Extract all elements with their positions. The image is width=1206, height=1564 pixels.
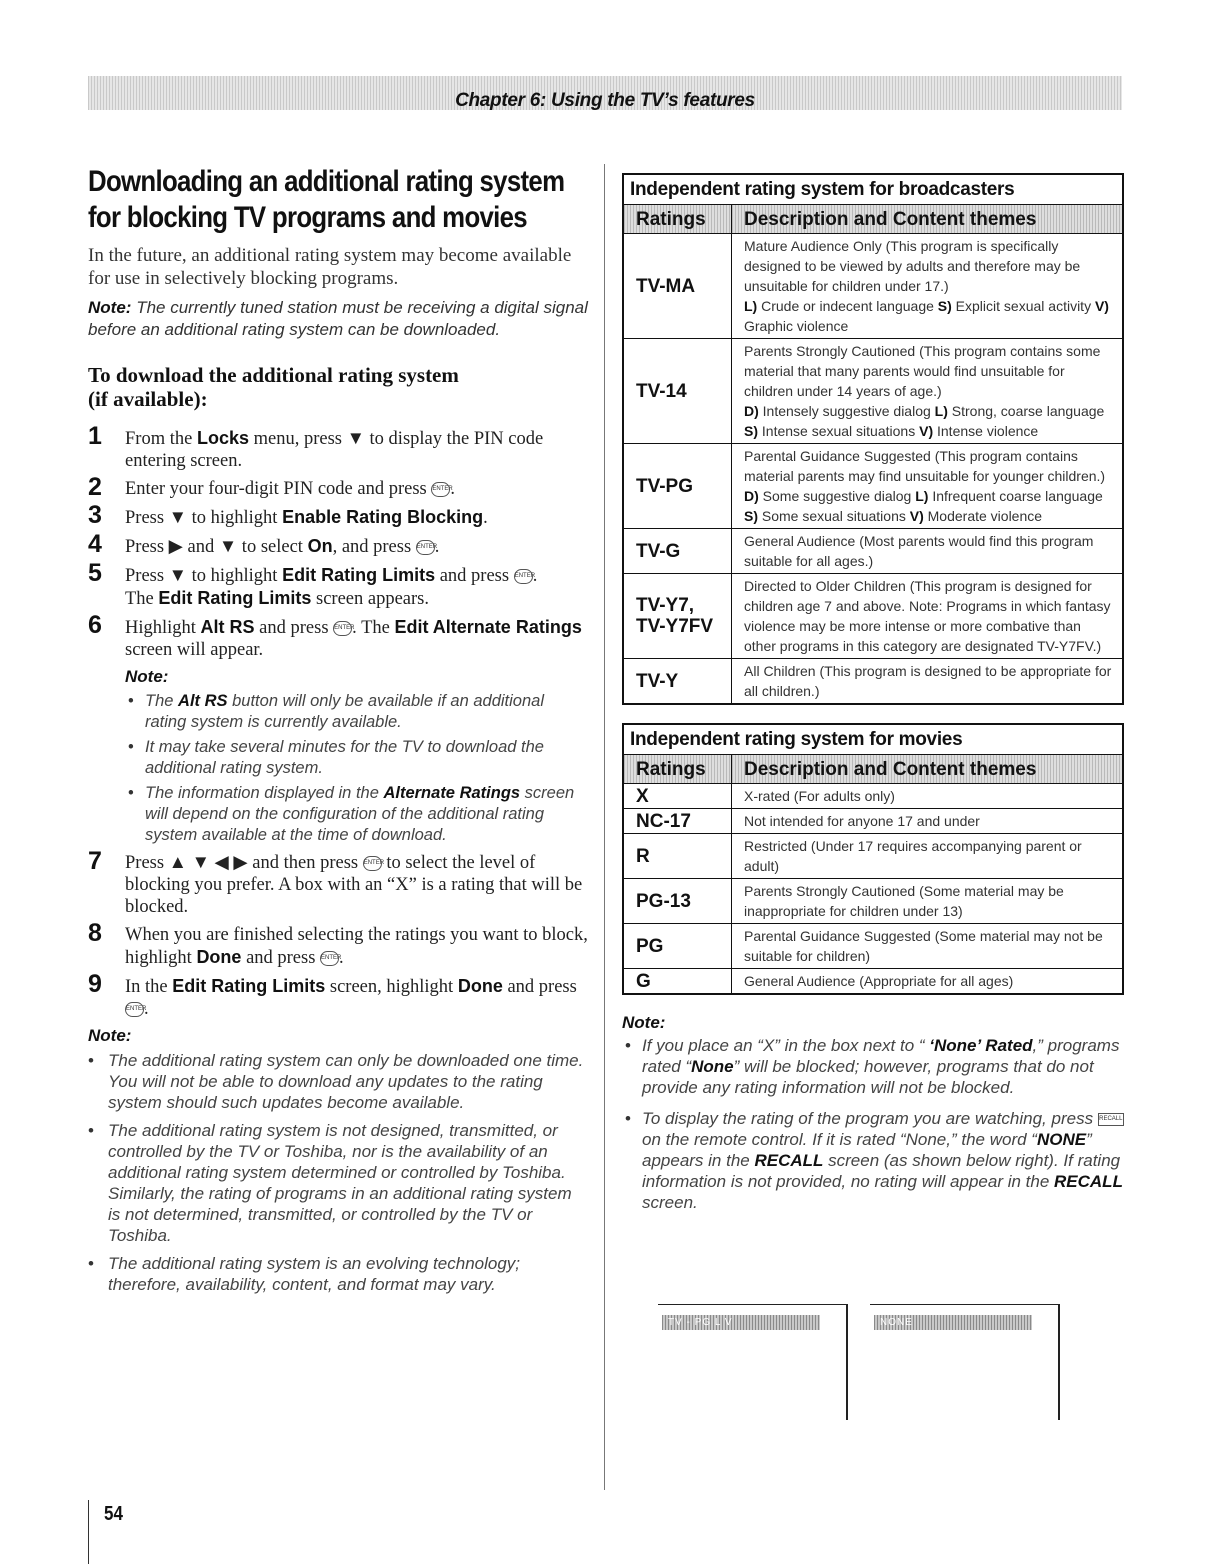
procedure-heading: To download the additional rating system (if available): bbox=[88, 363, 459, 411]
rating-code: TV-Y7, TV-Y7FV bbox=[624, 574, 732, 658]
page-number: 54 bbox=[104, 1503, 123, 1525]
enter-button-icon: ENTER bbox=[363, 856, 382, 871]
table-row bbox=[624, 808, 1122, 833]
rating-code: G bbox=[624, 969, 732, 993]
rating-code: PG bbox=[624, 924, 732, 968]
note-bullet: • The additional rating system is an evolving technology; therefore, availability, content, and format may vary. bbox=[88, 1253, 588, 1295]
rating-description: Parents Strongly Cautioned (Some material may be inappropriate for children under 13) bbox=[744, 883, 1064, 919]
table-row bbox=[624, 528, 1122, 573]
chapter-title: Chapter 6: Using the TV’s features bbox=[455, 90, 755, 111]
table-row bbox=[624, 658, 1122, 703]
rating-description: Parents Strongly Cautioned (This program contains some material that many parents would find unsuitable for children under 14 years of age.) D) Intensely suggestive dialog L) Strong, coarse language S) Intense sexual situations V) Intense violence bbox=[744, 343, 1105, 439]
rating-code: R bbox=[624, 834, 732, 878]
step-1: 1 From the Locks menu, press ▼ to display the PIN code entering screen. bbox=[88, 422, 544, 471]
rating-description: Parental Guidance Suggested (This program contains material parents may find unsuitable for younger children.) D) Some suggestive dialog L) Infrequent coarse language S) Some sexual situations V) Moderate violence bbox=[744, 448, 1106, 524]
table-row bbox=[624, 338, 1122, 443]
rating-code: TV-14 bbox=[624, 339, 732, 443]
note-bullet: • The additional rating system is not designed, transmitted, or controlled by the TV or Toshiba, nor is the availability of an additional rating system determined or controlled by Toshiba. Similarly, the rating of programs in an additional rating system is not determined, transmitted, or controlled by the TV or Toshiba. bbox=[88, 1120, 588, 1246]
table-title: Independent rating system for movies bbox=[630, 729, 963, 750]
rating-banner: TV - PG L V bbox=[662, 1315, 820, 1330]
table-row bbox=[624, 573, 1122, 658]
recall-button-icon: RECALL bbox=[1098, 1113, 1124, 1126]
rating-code: X bbox=[624, 784, 732, 808]
table-row bbox=[624, 923, 1122, 968]
step-9: 9 In the Edit Rating Limits screen, highlight Done and press ENTER. bbox=[88, 970, 577, 1019]
rating-code: NC-17 bbox=[624, 809, 732, 833]
recall-screen-none bbox=[870, 1304, 1060, 1420]
right-column bbox=[622, 173, 1124, 1223]
rating-description: All Children (This program is designed to be appropriate for all children.) bbox=[744, 663, 1112, 699]
enter-button-icon: ENTER bbox=[320, 951, 339, 966]
recall-screen-rated bbox=[658, 1304, 848, 1420]
step-4: 4 Press ▶ and ▼ to select On, and press ENTER. bbox=[88, 530, 440, 558]
broadcast-rating-table bbox=[622, 173, 1124, 705]
rating-banner: NONE bbox=[874, 1315, 1032, 1330]
step-8: 8 When you are finished selecting the ratings you want to block, highlight Done and press ENTER. bbox=[88, 919, 588, 968]
table-row bbox=[624, 783, 1122, 808]
download-note: Note: The currently tuned station must be receiving a digital signal before an additional rating system can be downloaded. bbox=[88, 298, 588, 339]
enter-button-icon: ENTER bbox=[514, 569, 533, 584]
column-header-ratings: Ratings bbox=[624, 755, 732, 783]
step-7: 7 Press ▲ ▼ ◀ ▶ and then press ENTER to select the level of blocking you prefer. A box with an “X” is a rating that will be blocked. bbox=[88, 847, 583, 917]
rating-description: X-rated (For adults only) bbox=[744, 788, 895, 804]
table-header-row bbox=[624, 204, 1122, 233]
step-3: 3 Press ▼ to highlight Enable Rating Blocking. bbox=[88, 501, 488, 529]
enter-button-icon: ENTER bbox=[125, 1002, 144, 1017]
note-bullet: • The information displayed in the Alternate Ratings screen will depend on the configuration of the additional rating system available at the time of download. bbox=[125, 783, 588, 846]
step-6: 6 Highlight Alt RS and press ENTER. The Edit Alternate Ratings screen will appear. bbox=[88, 611, 582, 660]
bottom-note: Note: • The additional rating system can only be downloaded one time. You will not be able to download any updates to the rating system should such updates become available. • The additional rating system is not designed, transmitted, or controlled by the TV or Toshiba, nor is the availability of an additional rating system determined or controlled by Toshiba. Similarly, the rating of programs in an additional rating system is not determined, transmitted, or controlled by the TV or Toshiba. • The additional rating system is an evolving technology; therefore, availability, content, and format may vary. bbox=[88, 1026, 588, 1295]
note-bullet: • It may take several minutes for the TV to download the additional rating system. bbox=[125, 737, 588, 779]
note-bullet: • The additional rating system can only be downloaded one time. You will not be able to download any updates to the rating system should such updates become available. bbox=[88, 1050, 588, 1113]
table-row bbox=[624, 878, 1122, 923]
rating-code: TV-MA bbox=[624, 234, 732, 338]
column-header-description: Description and Content themes bbox=[744, 209, 1037, 230]
table-row bbox=[624, 833, 1122, 878]
rating-description: Restricted (Under 17 requires accompanying parent or adult) bbox=[744, 838, 1082, 874]
rating-code: TV-Y bbox=[624, 659, 732, 703]
table-row bbox=[624, 968, 1122, 993]
note-bullet: • To display the rating of the program you are watching, press RECALL on the remote control. If it is rated “None,” the word “NONE” appears in the RECALL screen (as shown below right). If rating information is not provided, no rating will appear in the RECALL screen. bbox=[622, 1108, 1124, 1213]
page-number-rule bbox=[88, 1500, 89, 1564]
movie-rating-table bbox=[622, 723, 1124, 995]
rating-description: Parental Guidance Suggested (Some material may not be suitable for children) bbox=[744, 928, 1103, 964]
rating-code: TV-G bbox=[624, 529, 732, 573]
intro-paragraph: In the future, an additional rating system may become available for use in selectively blocking programs. bbox=[88, 245, 572, 289]
column-divider bbox=[604, 164, 605, 1490]
step-2: 2 Enter your four-digit PIN code and press ENTER. bbox=[88, 473, 455, 501]
note-bullet: • The Alt RS button will only be available if an additional rating system is currently available. bbox=[125, 691, 588, 733]
enter-button-icon: ENTER bbox=[431, 482, 450, 497]
rating-description: General Audience (Appropriate for all ages) bbox=[744, 973, 1014, 989]
table-title: Independent rating system for broadcasters bbox=[630, 179, 1015, 200]
rating-description: Not intended for anyone 17 and under bbox=[744, 813, 980, 829]
rating-code: PG-13 bbox=[624, 879, 732, 923]
enter-button-icon: ENTER bbox=[416, 540, 435, 555]
table-row bbox=[624, 443, 1122, 528]
step-5: 5 Press ▼ to highlight Edit Rating Limits and press ENTER. The Edit Rating Limits screen appears. bbox=[88, 559, 538, 609]
enter-button-icon: ENTER bbox=[333, 621, 352, 636]
rating-description: Mature Audience Only (This program is specifically designed to be viewed by adults and therefore may be unsuitable for children under 17.) L) Crude or indecent language S) Explicit sexual activity V) Graphic violence bbox=[744, 238, 1109, 334]
chapter-header bbox=[88, 76, 1122, 110]
section-title: Downloading an additional rating system for blocking TV programs and movies bbox=[88, 165, 565, 234]
rating-description: Directed to Older Children (This program is designed for children age 7 and above. Note: Programs in which fantasy violence may be more intense or more combative than other programs in this category are designated TV-Y7FV.) bbox=[744, 578, 1111, 654]
note-bullet: • If you place an “X” in the box next to “ ‘None’ Rated,” programs rated “None” will be blocked; however, programs that do not provide any rating information will not be blocked. bbox=[622, 1035, 1124, 1098]
step-6-note: Note: • The Alt RS button will only be available if an additional rating system is currently available. • It may take several minutes for the TV to download the additional rating system. • The information displayed in the Alternate Ratings screen will depend on the configuration of the additional rating system available at the time of download. bbox=[125, 667, 588, 846]
column-header-description: Description and Content themes bbox=[744, 759, 1037, 780]
rating-description: General Audience (Most parents would find this program suitable for all ages.) bbox=[744, 533, 1094, 569]
column-header-ratings: Ratings bbox=[624, 205, 732, 233]
table-row bbox=[624, 233, 1122, 338]
rating-code: TV-PG bbox=[624, 444, 732, 528]
table-header-row bbox=[624, 754, 1122, 783]
step-list bbox=[88, 422, 588, 1020]
left-column bbox=[88, 164, 588, 1302]
ratings-note: Note: • If you place an “X” in the box next to “ ‘None’ Rated,” programs rated “None” will be blocked; however, programs that do not provide any rating information will not be blocked. • To display the rating of the program you are watching, press RECALL on the remote control. If it is rated “None,” the word “NONE” appears in the RECALL screen (as shown below right). If rating information is not provided, no rating will appear in the RECALL screen. bbox=[622, 1013, 1124, 1213]
